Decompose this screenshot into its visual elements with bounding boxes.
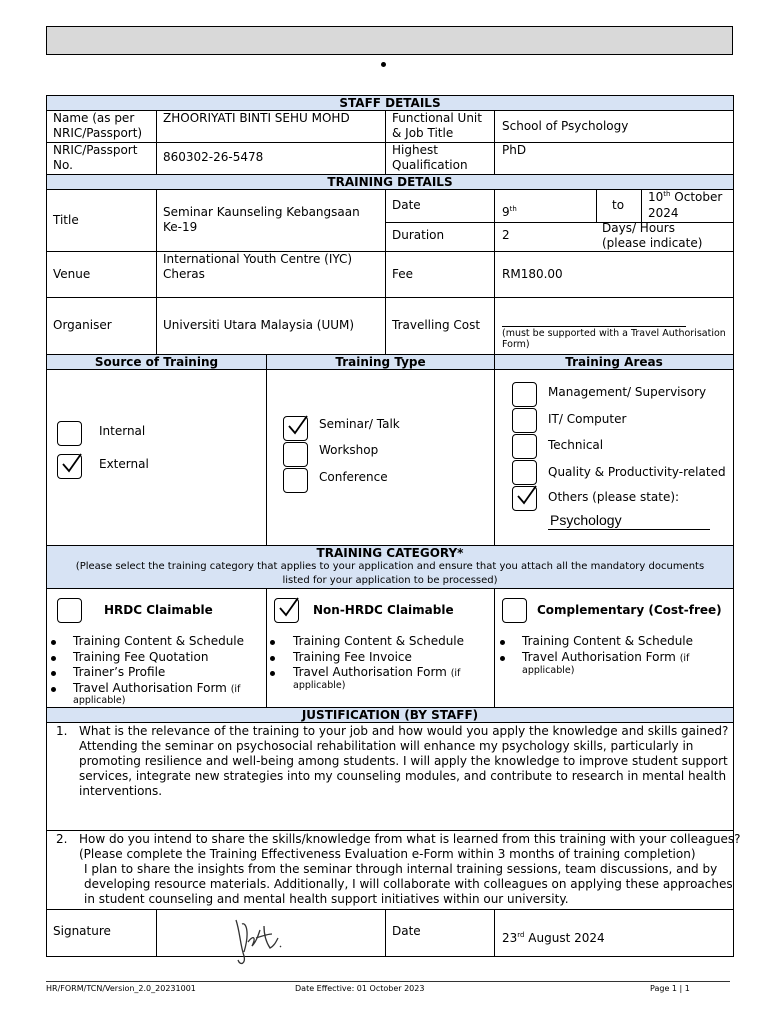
question-1-number: 1. bbox=[56, 724, 68, 738]
bullet-marker bbox=[381, 62, 386, 67]
name-value[interactable]: ZHOORIYATI BINTI SEHU MOHD bbox=[163, 111, 350, 125]
list-item: Training Fee Quotation bbox=[73, 650, 209, 664]
organiser-label: Organiser bbox=[53, 318, 112, 332]
signature-label: Signature bbox=[53, 924, 111, 938]
management-label: Management/ Supervisory bbox=[548, 385, 707, 399]
question-2-note: (Please complete the Training Effectiveness Evaluation e-Form within 3 months of training completion) bbox=[79, 847, 696, 861]
title-label: Title bbox=[53, 213, 79, 227]
unit-label-2: & Job Title bbox=[392, 126, 454, 140]
complementary-label: Complementary (Cost-free) bbox=[537, 603, 722, 617]
source-heading: Source of Training bbox=[47, 355, 266, 369]
nric-value[interactable]: 860302-26-5478 bbox=[163, 150, 264, 164]
answer-1-line[interactable]: services, integrate new strategies into my counseling modules, and contribute to research in mental health bbox=[79, 769, 727, 783]
list-item: Training Content & Schedule bbox=[522, 634, 694, 648]
conference-checkbox[interactable] bbox=[283, 468, 308, 493]
qualification-value[interactable]: PhD bbox=[502, 143, 527, 157]
qualification-label-2: Qualification bbox=[392, 158, 468, 172]
list-item: Training Content & Schedule bbox=[73, 634, 245, 648]
list-item: Trainer’s Profile bbox=[73, 665, 166, 679]
others-value[interactable]: Psychology bbox=[550, 512, 622, 528]
category-heading-block bbox=[47, 546, 733, 588]
unit-label: Functional Unit bbox=[392, 111, 482, 125]
conference-label: Conference bbox=[319, 470, 388, 484]
nric-label: NRIC/Passport bbox=[53, 143, 138, 157]
date-to[interactable]: 10th October bbox=[648, 190, 723, 204]
list-item-note: applicable) bbox=[522, 665, 575, 676]
category-heading: TRAINING CATEGORY* bbox=[316, 546, 464, 560]
internal-checkbox[interactable] bbox=[57, 421, 82, 446]
duration-label: Duration bbox=[392, 228, 445, 242]
answer-2-line[interactable]: in student counseling and mental health support initiatives within our university. bbox=[84, 892, 569, 906]
technical-label: Technical bbox=[548, 438, 604, 452]
duration-unit-2: (please indicate) bbox=[602, 236, 703, 250]
list-item-note: applicable) bbox=[73, 695, 126, 706]
fee-value[interactable]: RM180.00 bbox=[502, 267, 563, 281]
seminar-checkbox[interactable] bbox=[283, 416, 308, 441]
question-2-number: 2. bbox=[56, 832, 68, 846]
qualification-label: Highest bbox=[392, 143, 438, 157]
title-value[interactable]: Seminar Kaunseling Kebangsaan bbox=[163, 205, 360, 219]
travel-cost-note-2: Form) bbox=[502, 339, 530, 350]
name-label-2: NRIC/Passport) bbox=[53, 126, 143, 140]
travel-cost-label: Travelling Cost bbox=[392, 318, 481, 332]
workshop-checkbox[interactable] bbox=[283, 442, 308, 467]
footer-form-code: HR/FORM/TCN/Version_2.0_20231001 bbox=[46, 984, 196, 993]
signature-image bbox=[226, 912, 286, 968]
training-details-heading: TRAINING DETAILS bbox=[47, 175, 733, 189]
title-value-2[interactable]: Ke-19 bbox=[163, 220, 198, 234]
management-checkbox[interactable] bbox=[512, 382, 537, 407]
non-hrdc-label: Non-HRDC Claimable bbox=[313, 603, 454, 617]
check-icon bbox=[285, 414, 309, 438]
name-label: Name (as per bbox=[53, 111, 135, 125]
list-item: Training Fee Invoice bbox=[293, 650, 412, 664]
check-icon bbox=[514, 484, 538, 508]
top-banner bbox=[46, 26, 733, 55]
answer-1-line[interactable]: Attending the seminar on psychosocial rehabilitation will enhance my psychology skills, particularly in bbox=[79, 739, 694, 753]
venue-label: Venue bbox=[53, 267, 91, 281]
it-label: IT/ Computer bbox=[548, 412, 627, 426]
others-checkbox[interactable] bbox=[512, 486, 537, 511]
staff-details-heading: STAFF DETAILS bbox=[47, 96, 733, 110]
seminar-label: Seminar/ Talk bbox=[319, 417, 400, 431]
check-icon bbox=[59, 452, 83, 476]
external-checkbox[interactable] bbox=[57, 454, 82, 479]
signature-date-label: Date bbox=[392, 924, 421, 938]
list-item-note: applicable) bbox=[293, 680, 346, 691]
check-icon bbox=[276, 596, 300, 620]
signature-date-value[interactable]: 23rd August 2024 bbox=[502, 931, 605, 945]
others-label: Others (please state): bbox=[548, 490, 680, 504]
external-label: External bbox=[99, 457, 149, 471]
date-label: Date bbox=[392, 198, 421, 212]
hrdc-checkbox[interactable] bbox=[57, 598, 82, 623]
non-hrdc-checkbox[interactable] bbox=[274, 598, 299, 623]
date-to-label: to bbox=[612, 198, 625, 212]
list-item: Travel Authorisation Form (if bbox=[522, 650, 690, 664]
nric-label-2: No. bbox=[53, 158, 73, 172]
category-note: (Please select the training category that applies to your application and ensure that you attach all the mandatory documents bbox=[75, 561, 705, 572]
question-2: How do you intend to share the skills/knowledge from what is learned from this training with your colleagues? bbox=[79, 832, 741, 846]
fee-label: Fee bbox=[392, 267, 414, 281]
date-to-year[interactable]: 2024 bbox=[648, 206, 679, 220]
complementary-checkbox[interactable] bbox=[502, 598, 527, 623]
it-checkbox[interactable] bbox=[512, 408, 537, 433]
category-note-2: listed for your application to be processed) bbox=[282, 575, 498, 586]
venue-value[interactable]: International Youth Centre (IYC) bbox=[163, 252, 353, 266]
list-item: Travel Authorisation Form (if bbox=[293, 665, 461, 679]
organiser-value[interactable]: Universiti Utara Malaysia (UUM) bbox=[163, 318, 355, 332]
footer-page-number: Page 1 | 1 bbox=[650, 984, 690, 993]
answer-1-line[interactable]: promoting resilience and well-being among students. I will apply the knowledge to improve student support bbox=[79, 754, 728, 768]
technical-checkbox[interactable] bbox=[512, 434, 537, 459]
internal-label: Internal bbox=[99, 424, 146, 438]
hrdc-label: HRDC Claimable bbox=[104, 603, 213, 617]
question-1: What is the relevance of the training to your job and how would you apply the knowledge and skills gained? bbox=[79, 724, 729, 738]
answer-2-line[interactable]: developing resource materials. Additionally, I will collaborate with colleagues on applying these approaches bbox=[84, 877, 733, 891]
quality-checkbox[interactable] bbox=[512, 460, 537, 485]
quality-label: Quality & Productivity-related bbox=[548, 465, 726, 479]
list-item: Travel Authorisation Form (if bbox=[73, 681, 241, 695]
venue-value-2[interactable]: Cheras bbox=[163, 267, 205, 281]
travel-cost-note: (must be supported with a Travel Authorisation bbox=[502, 328, 726, 339]
workshop-label: Workshop bbox=[319, 443, 379, 457]
answer-2-line[interactable]: I plan to share the insights from the seminar through internal training sessions, team discussions, and by bbox=[84, 862, 718, 876]
type-heading: Training Type bbox=[267, 355, 494, 369]
duration-unit: Days/ Hours bbox=[602, 221, 675, 235]
unit-value[interactable]: School of Psychology bbox=[502, 119, 629, 133]
justification-heading: JUSTIFICATION (BY STAFF) bbox=[47, 708, 733, 722]
duration-value[interactable]: 2 bbox=[502, 228, 510, 242]
date-from[interactable]: 9th bbox=[502, 205, 517, 219]
travel-cost-input-line[interactable] bbox=[502, 326, 686, 327]
footer-effective-date: Date Effective: 01 October 2023 bbox=[295, 984, 425, 993]
areas-heading: Training Areas bbox=[495, 355, 733, 369]
list-item: Training Content & Schedule bbox=[293, 634, 465, 648]
answer-1-line[interactable]: interventions. bbox=[79, 784, 163, 798]
